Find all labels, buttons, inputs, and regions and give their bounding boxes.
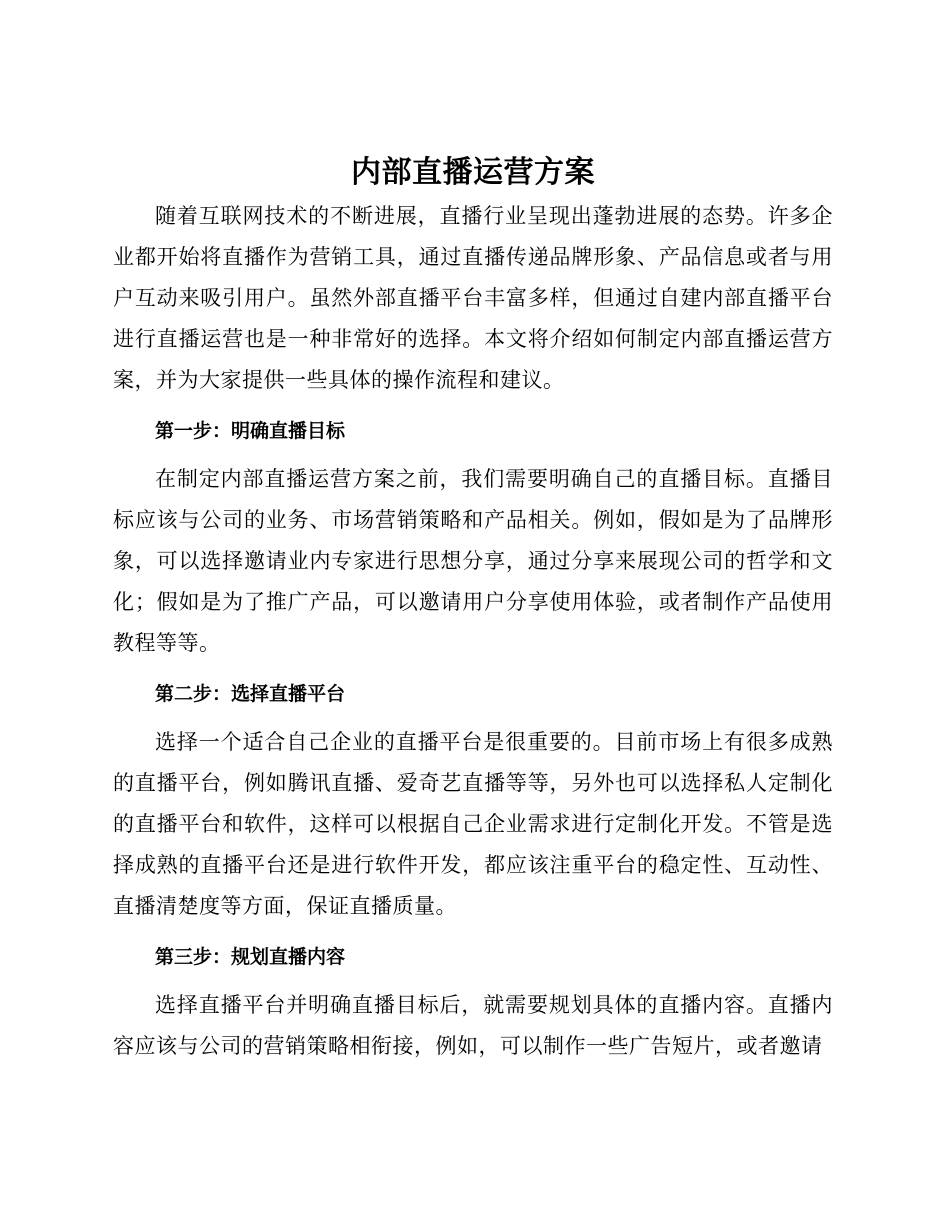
section-heading-3: 第三步：规划直播内容 xyxy=(155,946,346,968)
document-title: 内部直播运营方案 xyxy=(351,155,595,190)
intro-paragraph: 随着互联网技术的不断进展，直播行业呈现出蓬勃进展的态势。许多企业都开始将直播作为营销工具，通过直播传递品牌形象、产品信息或者与用户互动来吸引用户。虽然外部直播平台丰富多样，但通过自建内部直播平台进行直播运营也是一种非常好的选择。本文将介绍如何制定内部直播运营方案，并为大家提供一些具体的操作流程和建议。 xyxy=(113,204,833,392)
document-page xyxy=(113,150,833,1067)
section-body-2: 选择一个适合自己企业的直播平台是很重要的。目前市场上有很多成熟的直播平台，例如腾讯直播、爱奇艺直播等等，另外也可以选择私人定制化的直播平台和软件，这样可以根据自己企业需求进行定制化开发。不管是选择成熟的直播平台还是进行软件开发，都应该注重平台的稳定性、互动性、直播清楚度等方面，保证直播质量。 xyxy=(113,730,833,918)
section-heading-2: 第二步：选择直播平台 xyxy=(155,683,346,705)
section-heading-1: 第一步：明确直播目标 xyxy=(155,420,346,442)
section-body-1: 在制定内部直播运营方案之前，我们需要明确自己的直播目标。直播目标应该与公司的业务、市场营销策略和产品相关。例如，假如是为了品牌形象，可以选择邀请业内专家进行思想分享，通过分享来展现公司的哲学和文化；假如是为了推广产品，可以邀请用户分享使用体验，或者制作产品使用教程等等。 xyxy=(113,467,833,655)
section-body-3: 选择直播平台并明确直播目标后，就需要规划具体的直播内容。直播内容应该与公司的营销策略相衔接，例如，可以制作一些广告短片，或者邀请 xyxy=(113,993,833,1058)
